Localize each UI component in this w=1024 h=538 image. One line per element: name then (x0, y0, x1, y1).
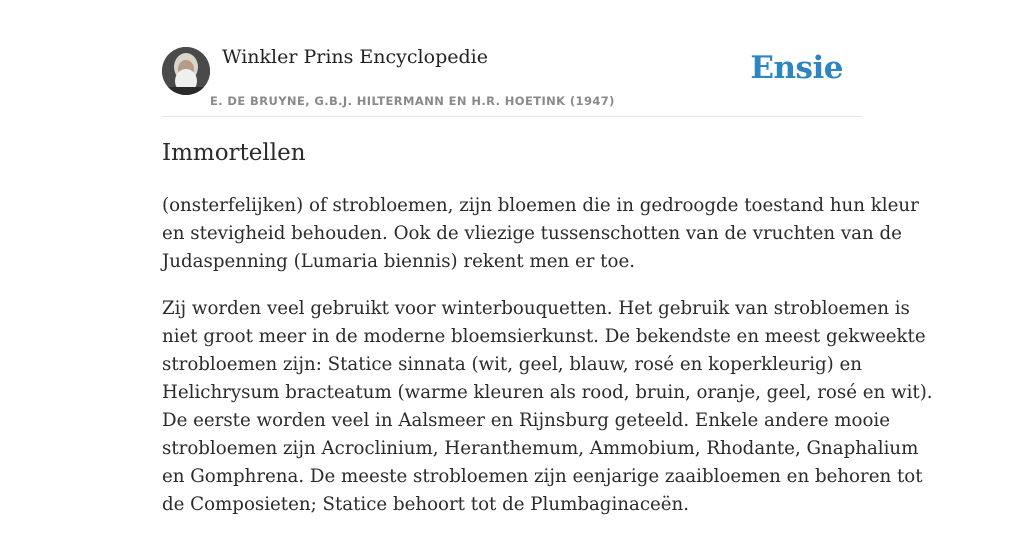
paragraph-line: Helichrysum bracteatum (warme kleuren als rood, bruin, oranje, geel, rosé en wit). (162, 382, 933, 403)
author-portrait-icon[interactable] (162, 47, 210, 95)
paragraph-line: en stevigheid behouden. Ook de vliezige tussenschotten van de vruchten van de (162, 223, 902, 244)
publication-authors: E. DE BRUYNE, G.B.J. HILTERMANN EN H.R. HOETINK (1947) (210, 94, 615, 108)
publication-header (162, 0, 862, 117)
paragraph-line: strobloemen zijn Acroclinium, Heranthemum, Ammobium, Rhodante, Gnaphalium (162, 438, 919, 459)
article-paragraph (162, 295, 933, 519)
paragraph-line: (onsterfelijken) of strobloemen, zijn bloemen die in gedroogde toestand hun kleur (162, 195, 919, 216)
article-body (162, 192, 933, 538)
article-title: Immortellen (162, 140, 306, 166)
ensie-logo[interactable]: Ensie (750, 50, 843, 86)
paragraph-line: Zij worden veel gebruikt voor winterbouquetten. Het gebruik van strobloemen is (162, 298, 910, 319)
article-paragraph (162, 192, 919, 276)
paragraph-line: en Gomphrena. De meeste strobloemen zijn eenjarige zaaibloemen en behoren tot (162, 466, 923, 487)
paragraph-line: strobloemen zijn: Statice sinnata (wit, geel, blauw, rosé en koperkleurig) en (162, 354, 863, 375)
paragraph-line: niet groot meer in de moderne bloemsierkunst. De bekendste en meest gekweekte (162, 326, 926, 347)
publication-title[interactable]: Winkler Prins Encyclopedie (222, 46, 488, 68)
paragraph-line: de Composieten; Statice behoort tot de Plumbaginaceën. (162, 494, 690, 515)
paragraph-line: De eerste worden veel in Aalsmeer en Rijnsburg geteeld. Enkele andere mooie (162, 410, 890, 431)
page-container (162, 0, 933, 515)
paragraph-line: Judaspenning (Lumaria biennis) rekent men er toe. (162, 251, 635, 272)
